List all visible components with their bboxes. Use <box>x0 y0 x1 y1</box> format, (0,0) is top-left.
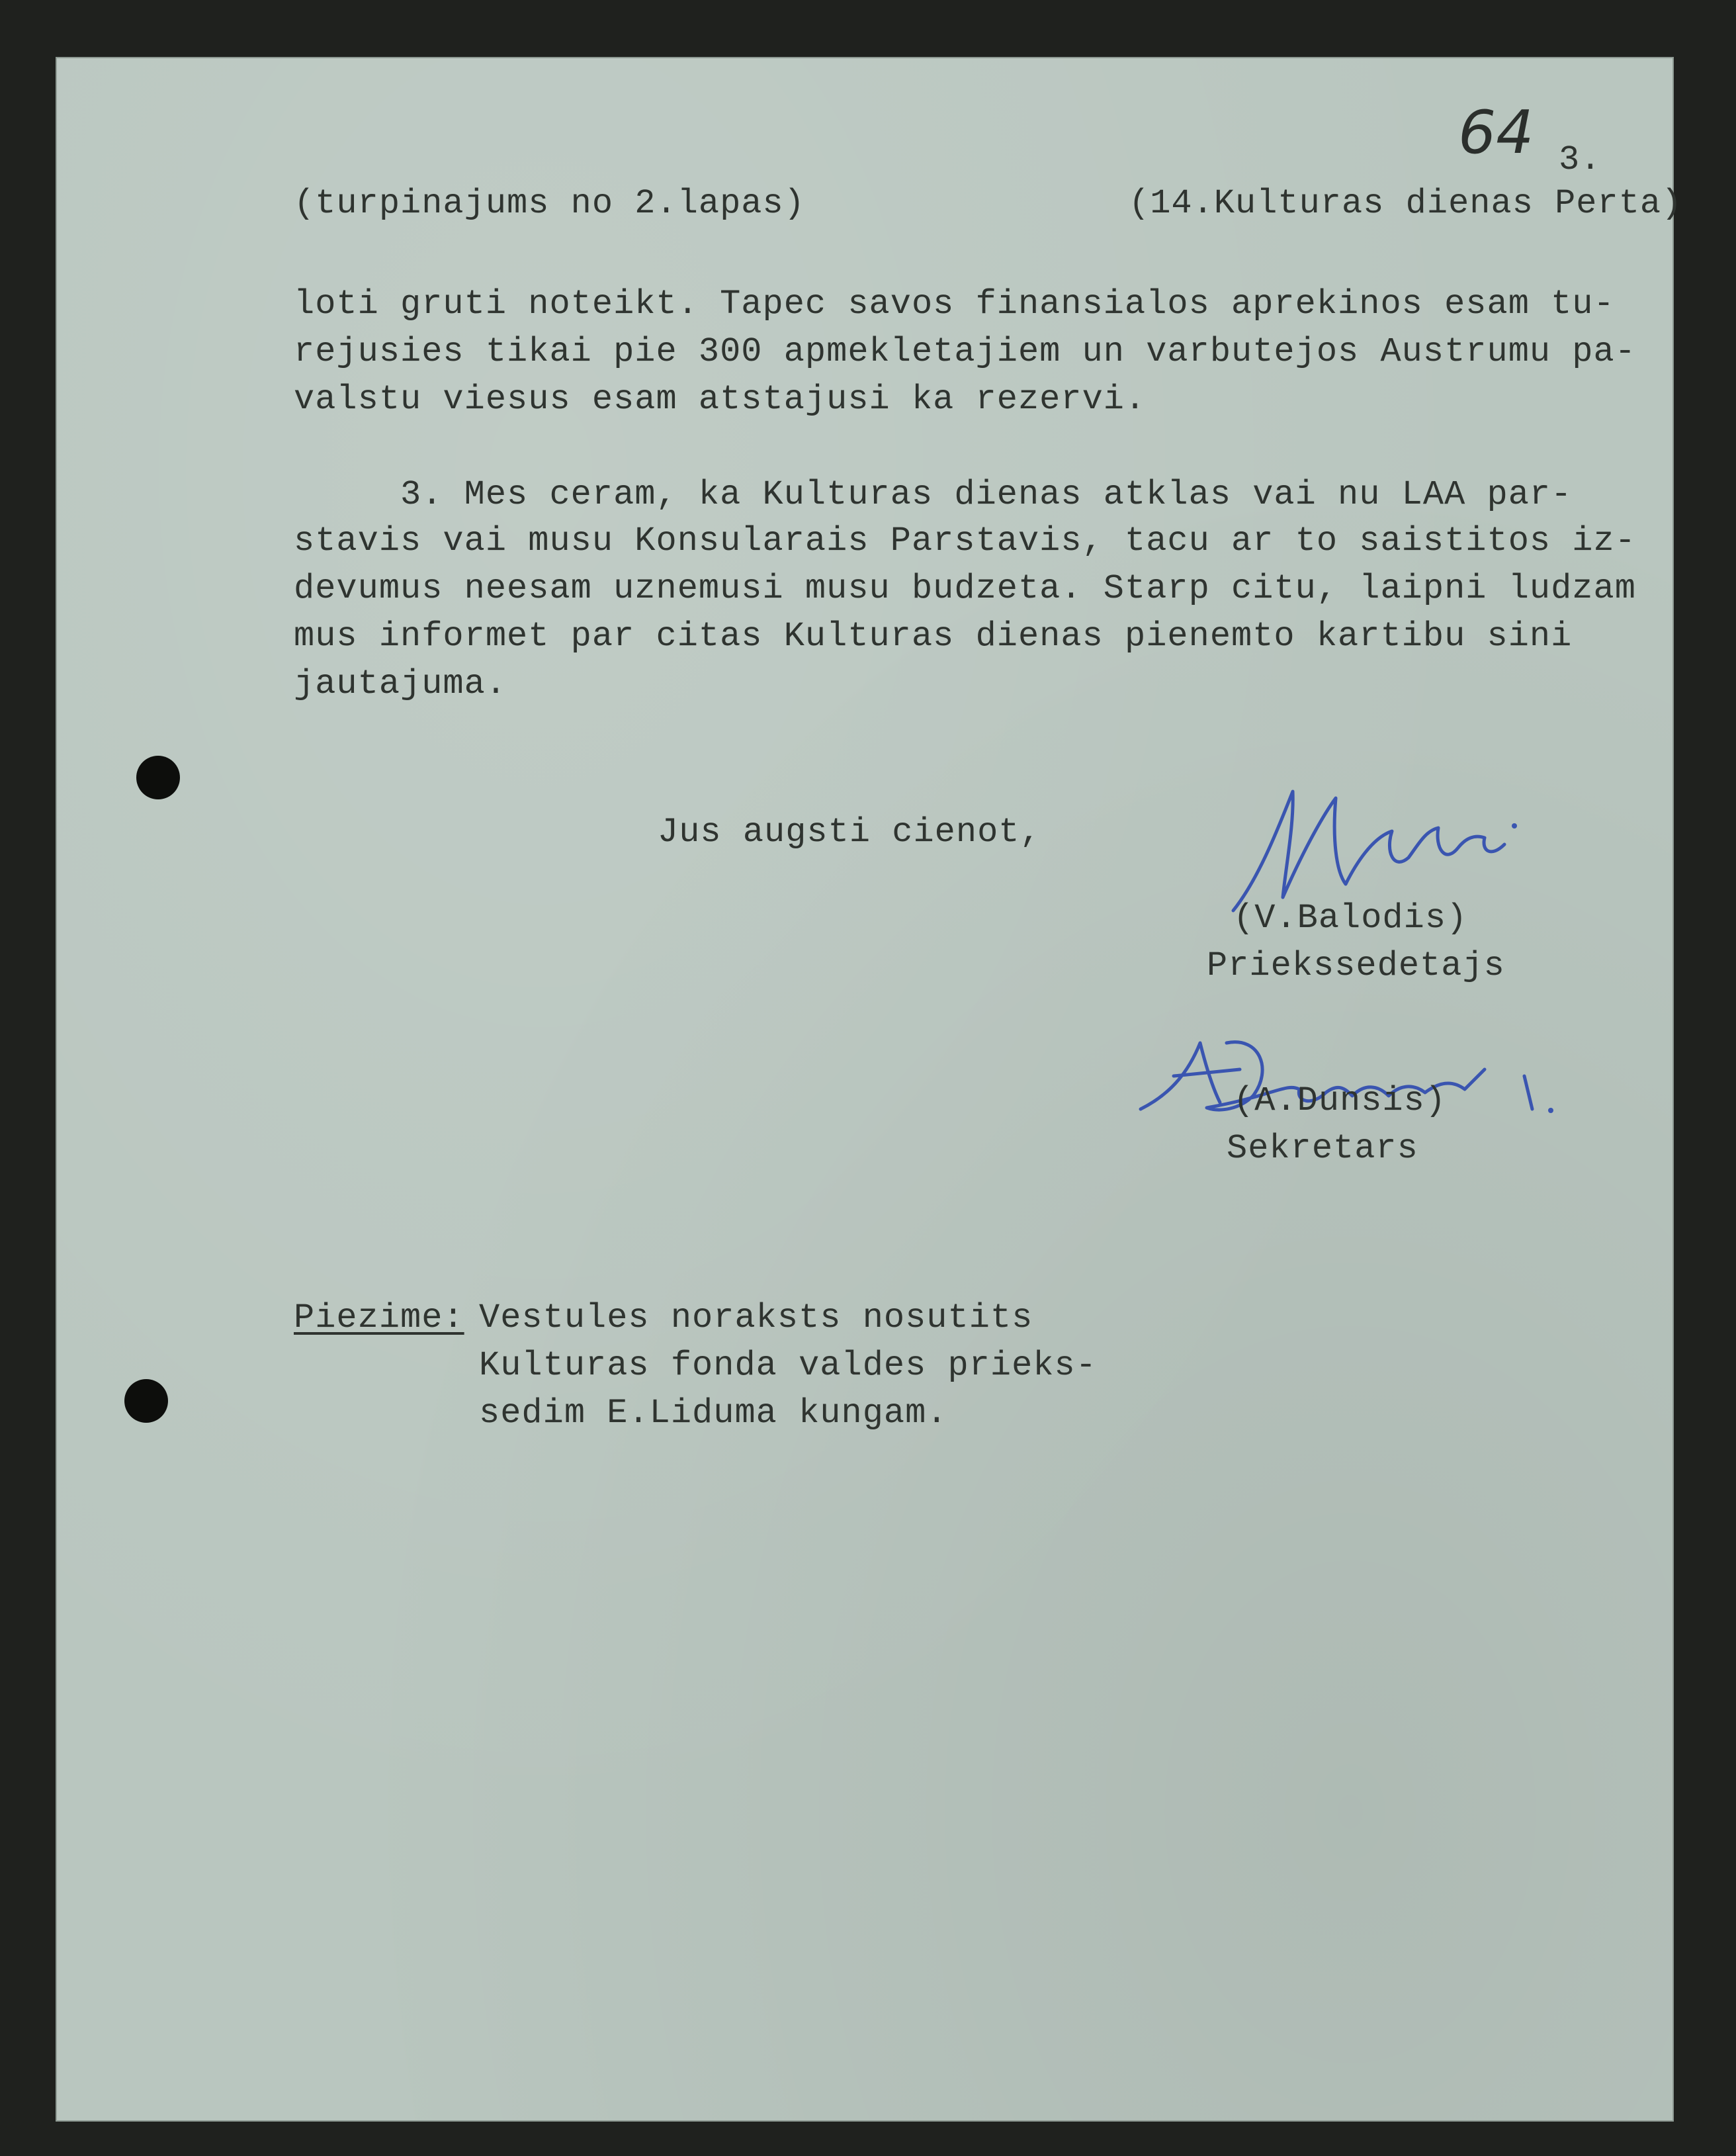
signatory1-name: (V.Balodis) <box>1233 899 1468 938</box>
signatory2-name: (A.Dunsis) <box>1233 1081 1447 1120</box>
signatory2-title: Sekretars <box>1227 1129 1418 1168</box>
note-line1: Vestules noraksts nosutits <box>479 1298 1033 1337</box>
closing-text: Jus augsti cienot, <box>658 813 1041 852</box>
paragraph2-line5: jautajuma. <box>294 664 507 703</box>
note-line2: Kulturas fonda valdes prieks- <box>479 1346 1097 1385</box>
typed-page-number: 3. <box>1559 140 1602 179</box>
handwritten-page-number: 64 <box>1458 98 1534 167</box>
paragraph2-line2: stavis vai musu Konsularais Parstavis, tacu ar to saistitos iz- <box>294 521 1636 561</box>
paragraph1-line3: valstu viesus esam atstajusi ka rezervi. <box>294 380 1147 419</box>
paragraph2-line1: 3. Mes ceram, ka Kulturas dienas atklas vai nu LAA par- <box>294 475 1573 514</box>
paragraph1-line1: loti gruti noteikt. Tapec savos finansialos aprekinos esam tu- <box>294 285 1615 324</box>
punch-hole-lower <box>124 1379 168 1423</box>
signatory1-title: Priekssedetajs <box>1207 946 1505 985</box>
note-line3: sedim E.Liduma kungam. <box>479 1394 948 1433</box>
note-label: Piezime: <box>294 1298 464 1337</box>
header-right: (14.Kulturas dienas Perta) <box>1129 184 1683 223</box>
header-left: (turpinajums no 2.lapas) <box>294 184 805 223</box>
punch-hole-upper <box>136 756 180 799</box>
paragraph2-line4: mus informet par citas Kulturas dienas pienemto kartibu sini <box>294 617 1573 656</box>
signature-balodis <box>1220 785 1524 917</box>
document-page <box>56 57 1683 2122</box>
paragraph1-line2: rejusies tikai pie 300 apmekletajiem un varbutejos Austrumu pa- <box>294 332 1636 371</box>
paragraph2-line3: devumus neesam uznemusi musu budzeta. Starp citu, laipni ludzam <box>294 569 1636 608</box>
